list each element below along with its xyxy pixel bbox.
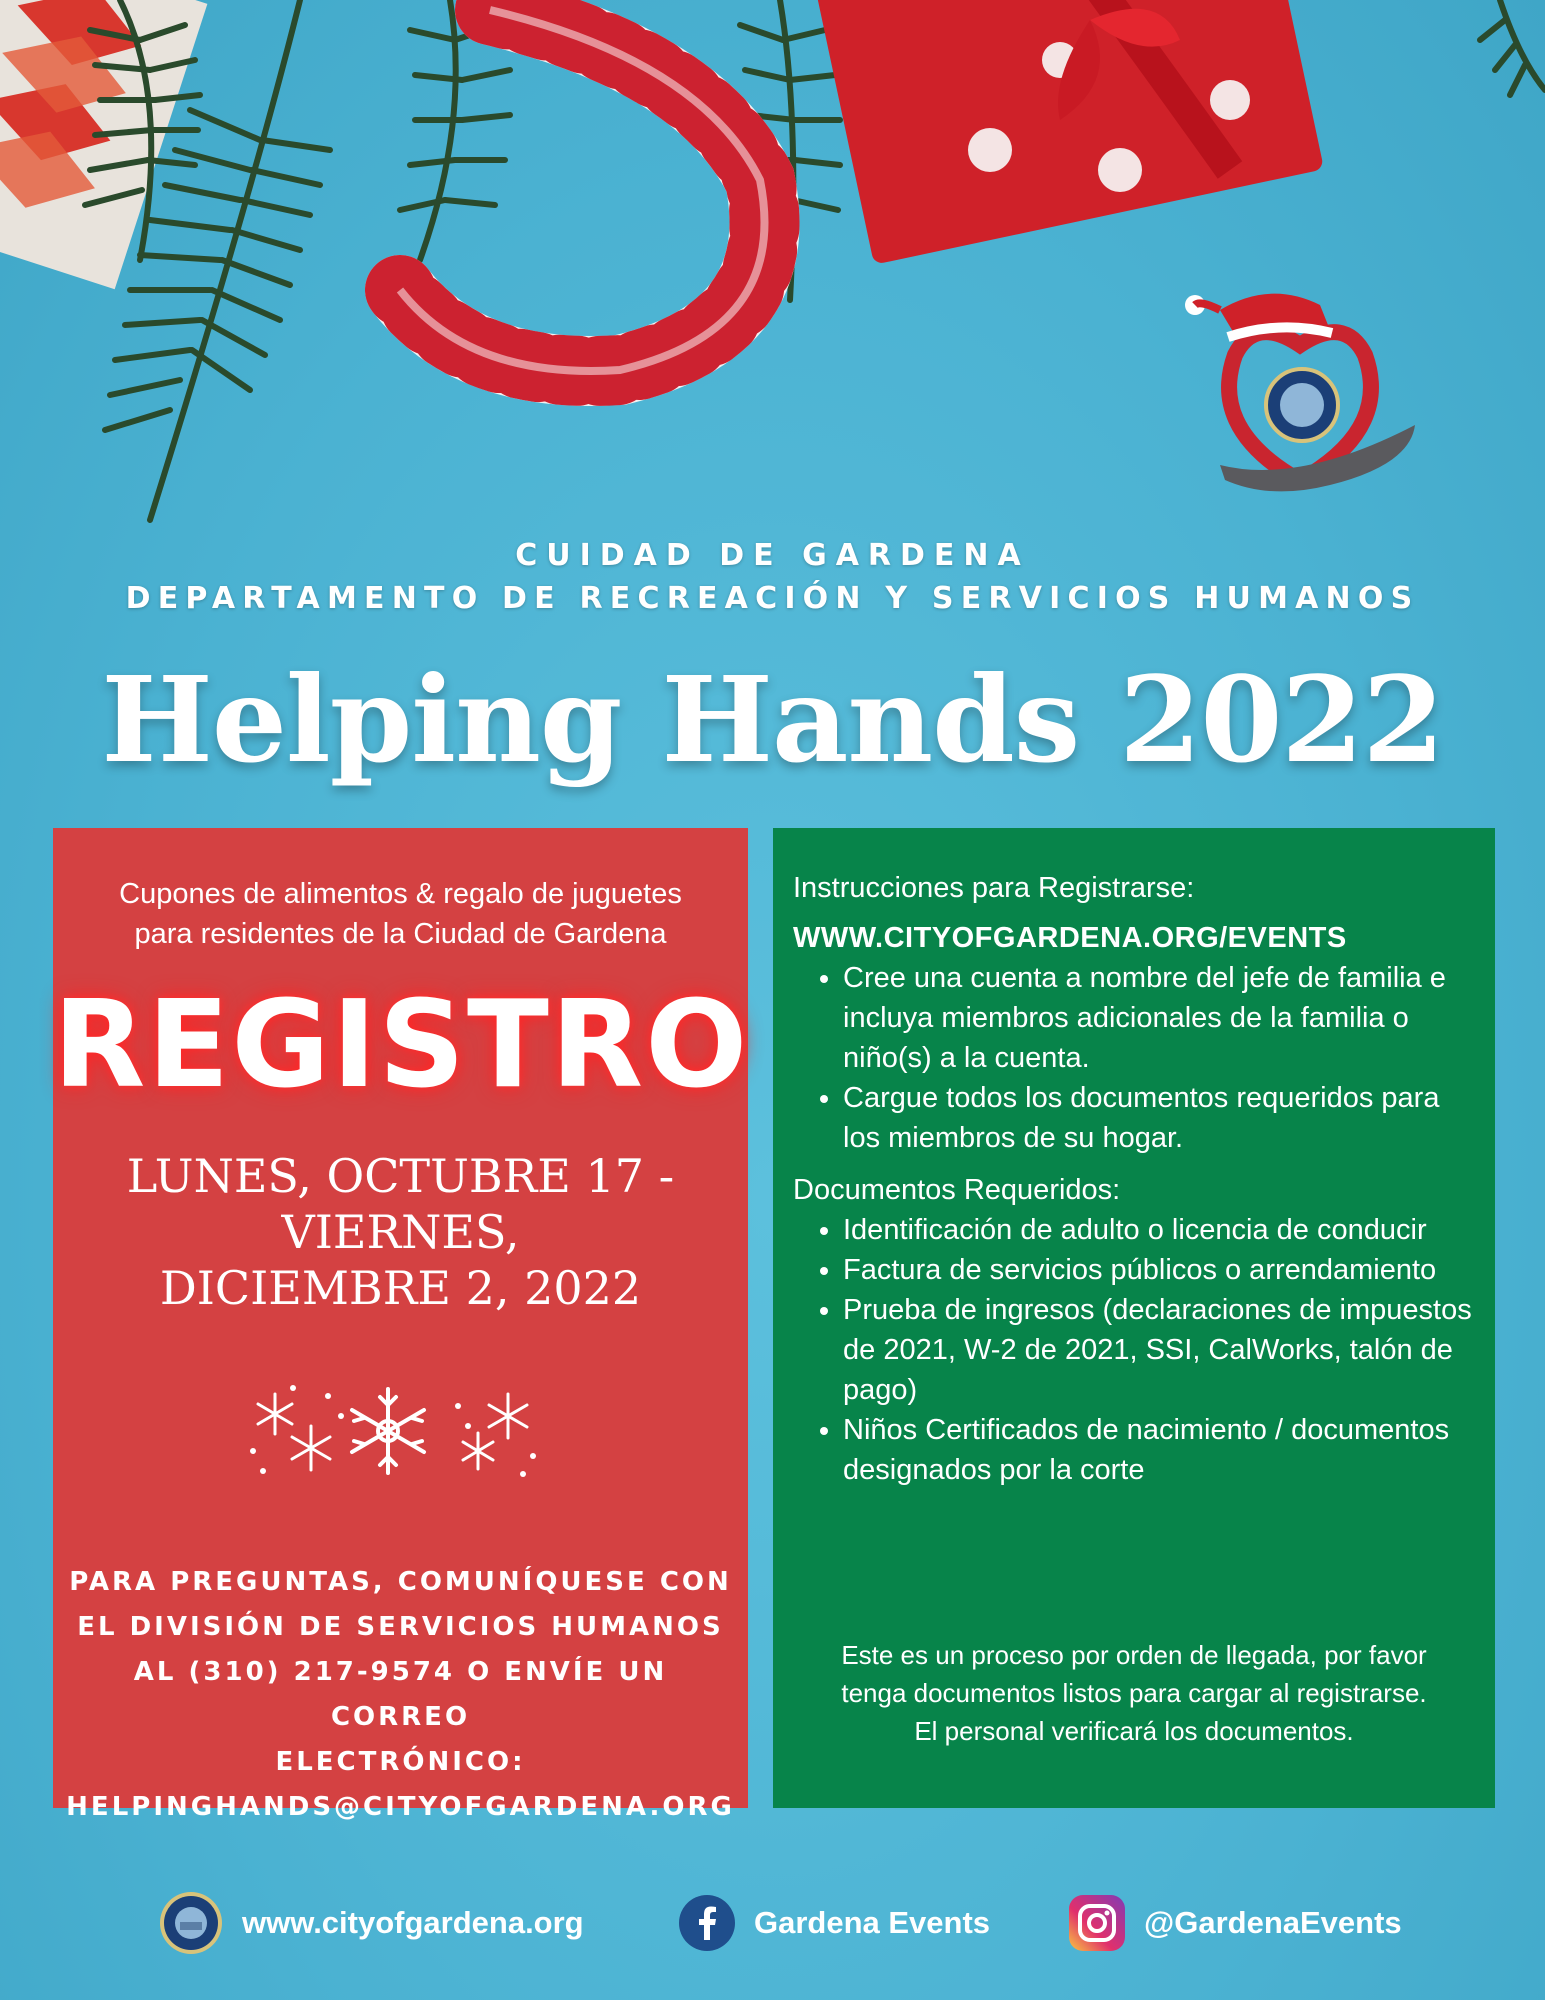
registration-panel — [53, 828, 750, 1822]
registration-steps-list — [793, 958, 1479, 1158]
note-line: Este es un proceso por orden de llegada, por favor — [841, 1640, 1427, 1670]
city-seal-icon — [158, 1890, 224, 1956]
instructions-label: Instrucciones para Registrarse: — [793, 872, 1195, 904]
footer-instagram[interactable] — [1068, 1888, 1402, 1958]
contact-line: EL DIVISIÓN DE SERVICIOS HUMANOS — [77, 1612, 724, 1642]
intro-text — [73, 874, 728, 954]
note-line: El personal verificará los documentos. — [914, 1716, 1354, 1746]
facebook-link[interactable]: Gardena Events — [754, 1905, 991, 1940]
contact-info — [63, 1560, 738, 1830]
list-item: • Factura de servicios públicos o arrendamiento — [843, 1250, 1479, 1290]
date-line: LUNES, OCTUBRE 17 - — [126, 1149, 675, 1203]
gift-box-left-illustration — [0, 0, 207, 289]
events-url-link[interactable]: WWW.CITYOFGARDENA.ORG/EVENTS — [793, 922, 1347, 954]
footer-facebook[interactable] — [678, 1888, 990, 1958]
intro-line: para residentes de la Ciudad de Gardena — [134, 918, 667, 950]
registro-heading: REGISTRO — [53, 976, 750, 1115]
list-item: • Cree una cuenta a nombre del jefe de familia e incluya miembros adicionales de la familia o niño(s) a la cuenta. — [843, 958, 1479, 1078]
documents-label: Documentos Requeridos: — [793, 1174, 1121, 1206]
list-item: • Niños Certificados de nacimiento / documentos designados por la corte — [843, 1410, 1479, 1490]
contact-email-link[interactable]: HELPINGHANDS@CITYOFGARDENA.ORG — [66, 1792, 735, 1822]
gift-box-right-illustration — [816, 0, 1324, 265]
instagram-link[interactable]: @GardenaEvents — [1144, 1905, 1402, 1940]
website-link[interactable]: www.cityofgardena.org — [242, 1905, 584, 1940]
contact-line: ELECTRÓNICO: — [275, 1747, 526, 1777]
facebook-icon — [678, 1894, 736, 1952]
footer-website[interactable] — [158, 1888, 584, 1958]
city-heading: CUIDAD DE GARDENA — [515, 538, 1030, 573]
list-item: • Prueba de ingresos (declaraciones de impuestos de 2021, W-2 de 2021, SSI, CalWorks, talón de pago) — [843, 1290, 1479, 1410]
contact-line: AL (310) 217-9574 O ENVÍE UN CORREO — [133, 1657, 668, 1732]
list-item: • Cargue todos los documentos requeridos para los miembros de su hogar. — [843, 1078, 1479, 1158]
page-title: Helping Hands 2022 — [101, 650, 1444, 789]
instructions-panel — [773, 828, 1495, 1808]
date-line: VIERNES, — [281, 1205, 520, 1259]
intro-line: Cupones de alimentos & regalo de juguetes — [119, 878, 682, 910]
note-line: tenga documentos listos para cargar al registrarse. — [841, 1678, 1427, 1708]
helping-hands-logo — [1180, 275, 1420, 505]
instagram-icon — [1068, 1894, 1126, 1952]
required-documents-list — [793, 1210, 1479, 1490]
list-item: • Identificación de adulto o licencia de conducir — [843, 1210, 1479, 1250]
snowflakes-icon — [233, 1376, 573, 1486]
date-line: DICIEMBRE 2, 2022 — [159, 1261, 642, 1315]
department-heading: DEPARTAMENTO DE RECREACIÓN Y SERVICIOS HUMANOS — [125, 581, 1420, 616]
footer — [0, 1888, 1545, 1958]
process-note — [789, 1636, 1479, 1750]
contact-line: PARA PREGUNTAS, COMUNÍQUESE CON — [69, 1567, 732, 1597]
registration-dates — [63, 1148, 738, 1316]
